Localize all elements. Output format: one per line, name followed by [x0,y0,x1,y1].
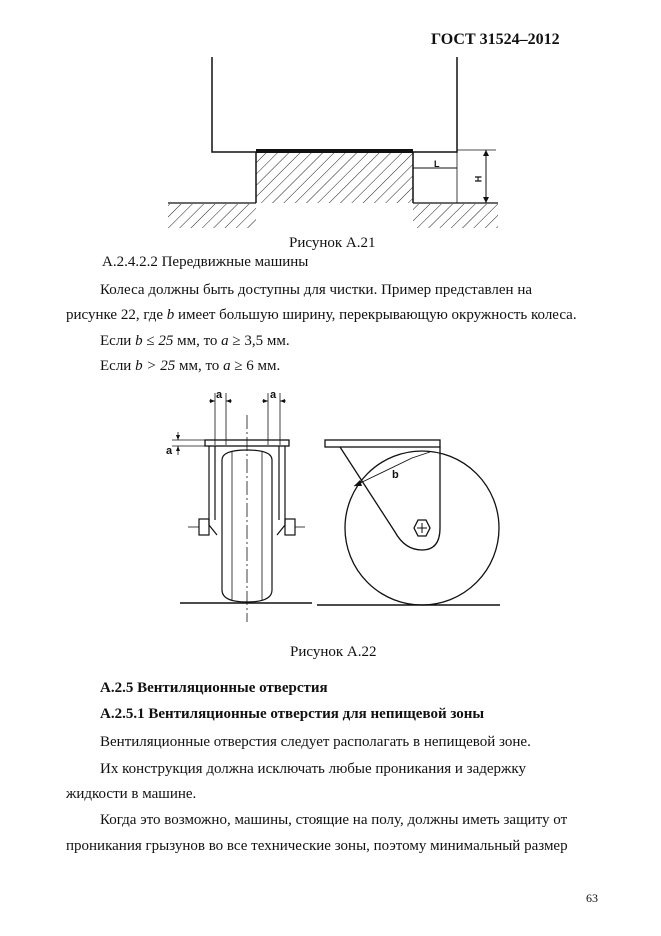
paragraph-ventilation-2-line1: Их конструкция должна исключать любые проникания и задержку [100,761,526,777]
page-number: 63 [586,891,598,905]
dim-a-label-side: a [166,445,173,457]
section-a2422-heading: А.2.4.2.2 Передвижные машины [102,254,309,270]
paragraph-ventilation-2-line2: жидкости в машине. [66,786,197,802]
paragraph-p1-line1: Колеса должны быть доступны для чистки. Пример представлен на [100,282,533,298]
dim-l-label: L [434,159,440,169]
caster-front-view [172,393,312,622]
figure-a22-caption: Рисунок А.22 [290,644,377,660]
dim-h-label: H [473,175,484,183]
dim-a-label-left: a [216,389,223,401]
caster-side-view [317,440,500,605]
dim-a-label-right: a [270,389,277,401]
section-a251-heading: А.2.5.1 Вентиляционные отверстия для непищевой зоны [100,706,485,722]
standard-header: ГОСТ 31524–2012 [431,31,560,48]
condition-2: Если b > 25 мм, то a ≥ 6 мм. [100,358,281,374]
paragraph-ventilation-1: Вентиляционные отверстия следует располагать в непищевой зоне. [100,734,531,750]
paragraph-ventilation-3-line1: Когда это возможно, машины, стоящие на полу, должны иметь защиту от [100,812,568,828]
dim-b-label: b [392,469,399,481]
condition-1: Если b ≤ 25 мм, то a ≥ 3,5 мм. [100,333,290,349]
section-a25-heading: А.2.5 Вентиляционные отверстия [100,680,328,696]
figure-a21-caption: Рисунок А.21 [289,235,376,251]
paragraph-ventilation-3-line2: проникания грызунов во все технические зоны, поэтому минимальный размер [66,838,568,854]
paragraph-p1-line2: рисунке 22, где b имеет большую ширину, перекрывающую окружность колеса. [66,307,577,323]
